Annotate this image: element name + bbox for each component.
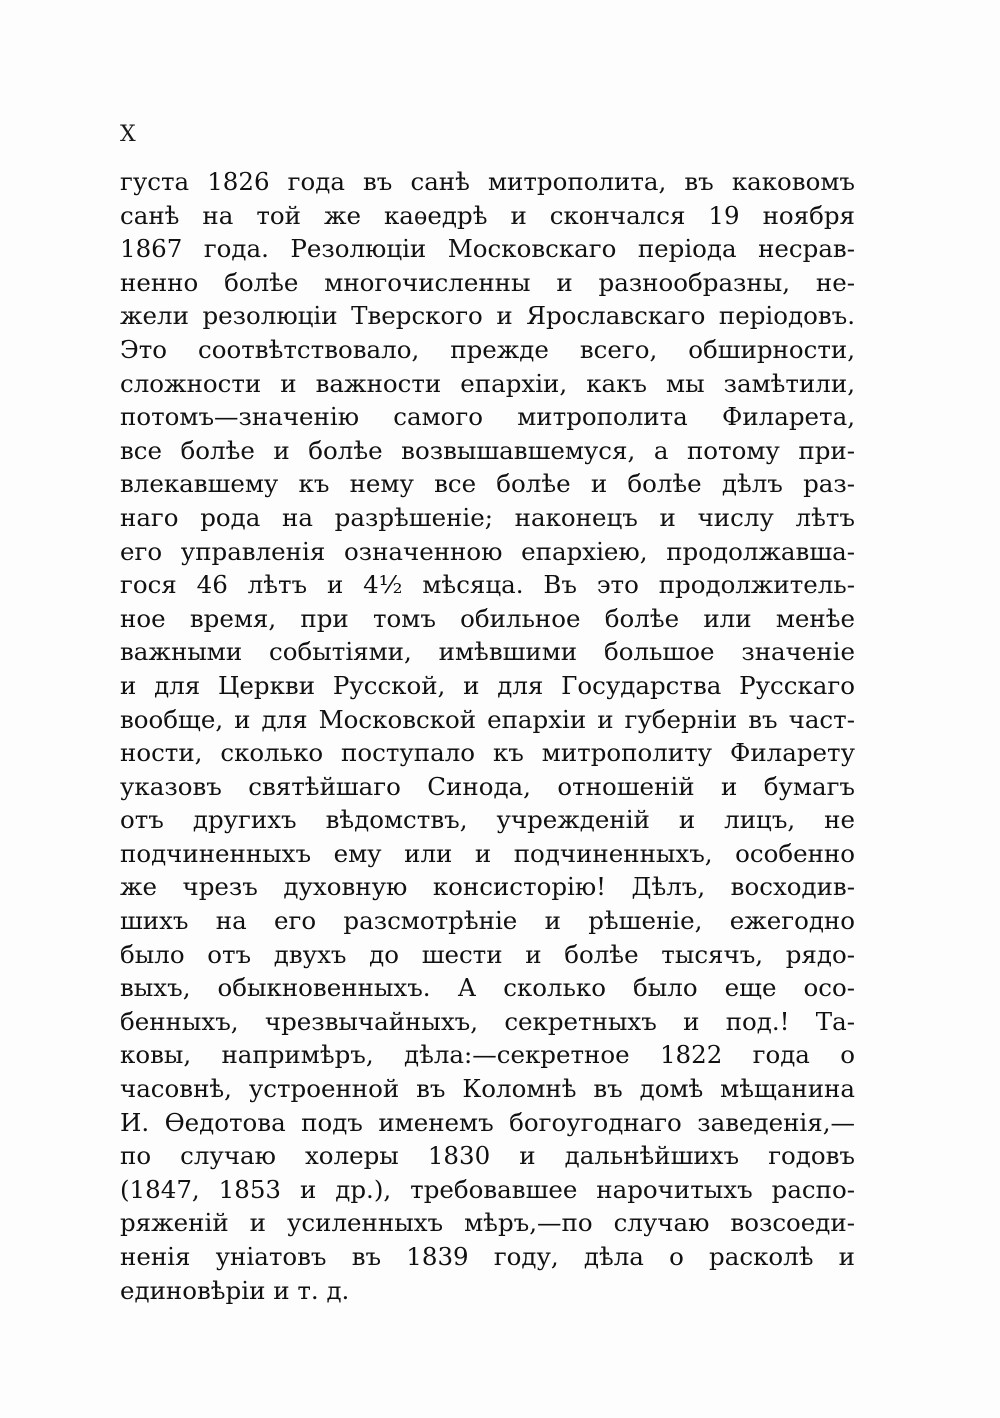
text-line: сложности и важности епархіи, какъ мы замѣтили,	[120, 368, 855, 398]
text-line: ненія уніатовъ въ 1839 году, дѣла о расколѣ и	[120, 1242, 855, 1271]
text-line: потомъ—значенію самого митрополита Филарета,	[120, 402, 855, 432]
text-line: ное время, при томъ обильное болѣе или менѣе	[120, 603, 855, 633]
text-line: наго рода на разрѣшеніе; наконецъ и числу лѣтъ	[120, 502, 855, 532]
text-line: ности, сколько поступало къ митрополиту Филарету	[120, 738, 855, 768]
text-line: влекавшему къ нему все болѣе и болѣе дѣлъ раз-	[120, 469, 855, 499]
text-line: ненно болѣе многочисленны и разнообразны, не-	[120, 267, 855, 297]
text-line: Это соотвѣтствовало, прежде всего, обширности,	[120, 334, 855, 364]
text-line: подчиненныхъ ему или и подчиненныхъ, особенно	[120, 838, 855, 868]
body-text	[120, 165, 855, 1307]
text-line: ряженій и усиленныхъ мѣръ,—по случаю возсоеди-	[120, 1208, 855, 1238]
text-line: шихъ на его разсмотрѣніе и рѣшеніе, ежегодно	[120, 906, 855, 936]
text-line: его управленія означенною епархіею, продолжавша-	[120, 536, 855, 566]
text-line: санѣ на той же каѳедрѣ и скончался 19 ноября	[120, 200, 855, 230]
text-line: все болѣе и болѣе возвышавшемуся, а потому при-	[120, 435, 855, 465]
text-line: ковы, напримѣръ, дѣла:—секретное 1822 года о	[120, 1040, 855, 1070]
text-line: 1867 года. Резолюціи Московскаго періода несрав-	[120, 234, 855, 264]
text-line: по случаю холеры 1830 и дальнѣйшихъ годовъ	[120, 1141, 855, 1171]
text-line: было отъ двухъ до шести и болѣе тысячъ, рядо-	[120, 939, 855, 969]
text-line: важными событіями, имѣвшими большое значеніе	[120, 637, 855, 667]
text-line: вообще, и для Московской епархіи и губерніи въ част-	[120, 704, 855, 734]
text-line: бенныхъ, чрезвычайныхъ, секретныхъ и под.! Та-	[120, 1006, 855, 1036]
text-line: отъ другихъ вѣдомствъ, учрежденій и лицъ, не	[120, 805, 855, 835]
text-line: и для Церкви Русской, и для Государства Русскаго	[120, 670, 855, 700]
text-line: выхъ, обыкновенныхъ. А сколько было еще осо-	[120, 973, 855, 1003]
text-line: гося 46 лѣтъ и 4½ мѣсяца. Въ это продолжитель-	[120, 570, 855, 600]
text-line: часовнѣ, устроенной въ Коломнѣ въ домѣ мѣщанина	[120, 1074, 855, 1104]
page-number: X	[120, 122, 137, 147]
text-line: указовъ святѣйшаго Синода, отношеній и бумагъ	[120, 771, 855, 801]
text-line: жели резолюціи Тверского и Ярославскаго періодовъ.	[120, 301, 855, 331]
text-line: (1847, 1853 и др.), требовавшее нарочитыхъ распо-	[120, 1174, 855, 1204]
text-line: густа 1826 года въ санѣ митрополита, въ каковомъ	[120, 167, 855, 196]
text-line-last: единовѣріи и т. д.	[120, 1275, 350, 1305]
text-line: И. Ѳедотова подъ именемъ богоугоднаго заведенія,—	[120, 1107, 855, 1137]
text-line: же чрезъ духовную консисторію! Дѣлъ, восходив-	[120, 872, 855, 902]
